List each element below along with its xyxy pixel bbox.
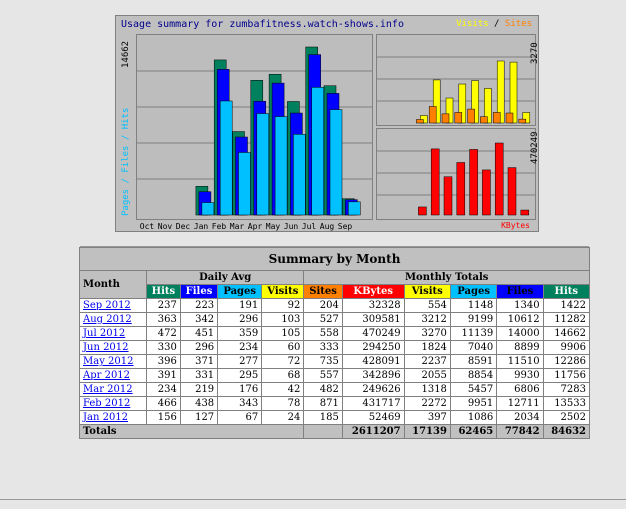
bar-sites-feb [429,106,436,123]
kbytes-plot [376,128,536,220]
cell-files: 10612 [497,313,543,327]
bar-pages-jul [312,87,324,215]
cell-kbytes: 428091 [342,355,404,369]
month-tick-apr: Apr [247,222,263,231]
kbytes-bars [377,129,535,219]
cell-sites: 735 [304,355,342,369]
month-cell [80,341,147,355]
cell-visits: 24 [262,411,304,425]
month-tick-oct: Oct [139,222,155,231]
col-header-hits: Hits [147,285,181,299]
bar-kbytes-feb [431,149,439,215]
legend-sites: Sites [504,19,532,29]
cell-pages: 8591 [450,355,496,369]
cell-hits: 7283 [543,383,589,397]
table-row [80,369,590,383]
month-tick-jun: Jun [283,222,299,231]
monthly-totals-header: Monthly Totals [304,271,590,285]
cell-files: 127 [180,411,217,425]
cell-hits: 12286 [543,355,589,369]
cell-hits: 472 [147,327,181,341]
bar-pages-sep [348,202,360,215]
cell-sites: 204 [304,299,342,313]
cell-files: 451 [180,327,217,341]
legend-visits: Visits [456,19,489,29]
right-top-max: 3270 [530,42,540,64]
cell-pages: 1148 [450,299,496,313]
summary-title: Summary by Month [80,248,590,271]
month-tick-jul: Jul [301,222,317,231]
cell-files: 14000 [497,327,543,341]
cell-sites: 558 [304,327,342,341]
cell-hits: 156 [147,411,181,425]
bar-sites-apr [455,112,462,123]
bar-sites-jun [480,117,487,123]
cell-kbytes: 249626 [342,383,404,397]
month-link[interactable]: Jan 2012 [83,412,129,423]
cell-kbytes: 32328 [342,299,404,313]
table-row [80,411,590,425]
bar-pages-feb [220,101,232,215]
daily-avg-header: Daily Avg [147,271,304,285]
totals-files: 77842 [497,425,543,439]
totals-sites-blank [304,425,342,439]
cell-visits: 397 [404,411,450,425]
bar-kbytes-mar [444,177,452,215]
cell-visits: 42 [262,383,304,397]
bar-pages-aug [330,110,342,215]
cell-pages: 296 [218,313,262,327]
cell-pages: 67 [218,411,262,425]
cell-hits: 13533 [543,397,589,411]
month-link[interactable]: Sep 2012 [83,300,131,311]
cell-pages: 11139 [450,327,496,341]
month-tick-aug: Aug [319,222,335,231]
col-header-sites: Sites [304,285,342,299]
cell-pages: 7040 [450,341,496,355]
bar-kbytes-jan [418,207,426,215]
cell-files: 9930 [497,369,543,383]
cell-hits: 11756 [543,369,589,383]
month-tick-dec: Dec [175,222,191,231]
cell-visits: 92 [262,299,304,313]
cell-visits: 78 [262,397,304,411]
cell-kbytes: 309581 [342,313,404,327]
month-link[interactable]: Aug 2012 [83,314,132,325]
cell-hits: 14662 [543,327,589,341]
totals-pages: 62465 [450,425,496,439]
totals-kbytes: 2611207 [342,425,404,439]
hits-files-pages-plot [136,34,373,220]
cell-visits: 3212 [404,313,450,327]
graph-legend-visits-sites: Visits / Sites [456,19,532,29]
cell-pages: 9951 [450,397,496,411]
cell-hits: 396 [147,355,181,369]
cell-files: 219 [180,383,217,397]
bar-kbytes-jun [482,170,490,215]
cell-files: 12711 [497,397,543,411]
table-row [80,313,590,327]
bar-pages-jun [293,134,305,215]
cell-visits: 72 [262,355,304,369]
cell-files: 371 [180,355,217,369]
bar-sites-jul [493,112,500,123]
cell-pages: 9199 [450,313,496,327]
month-link[interactable]: Mar 2012 [83,384,133,395]
table-row [80,341,590,355]
cell-visits: 1824 [404,341,450,355]
cell-visits: 60 [262,341,304,355]
right-bottom-max: 470249 [530,131,540,164]
totals-hits: 84632 [543,425,589,439]
cell-kbytes: 342896 [342,369,404,383]
cell-files: 1340 [497,299,543,313]
col-header-visits: Visits [404,285,450,299]
bar-sites-jan [416,119,423,123]
cell-files: 331 [180,369,217,383]
month-tick-feb: Feb [211,222,227,231]
cell-hits: 391 [147,369,181,383]
cell-pages: 277 [218,355,262,369]
cell-visits: 3270 [404,327,450,341]
month-tick-jan: Jan [193,222,209,231]
cell-hits: 237 [147,299,181,313]
totals-row [80,425,590,439]
month-header: Month [80,271,147,299]
cell-files: 8899 [497,341,543,355]
col-header-files: Files [180,285,217,299]
col-header-files: Files [497,285,543,299]
bar-kbytes-aug [508,168,516,215]
cell-files: 2034 [497,411,543,425]
month-cell [80,313,147,327]
cell-hits: 363 [147,313,181,327]
cell-visits: 554 [404,299,450,313]
month-tick-mar: Mar [229,222,245,231]
cell-sites: 557 [304,369,342,383]
cell-hits: 466 [147,397,181,411]
month-cell [80,369,147,383]
month-axis [138,222,354,231]
cell-hits: 11282 [543,313,589,327]
month-link[interactable]: Jul 2012 [83,328,126,339]
summary-table [79,247,590,439]
month-tick-sep: Sep [337,222,353,231]
bar-pages-mar [239,152,251,215]
month-link[interactable]: Jun 2012 [83,342,129,353]
bar-sites-aug [506,113,513,123]
visits-sites-plot [376,34,536,126]
month-link[interactable]: Apr 2012 [83,370,131,381]
bar-sites-may [468,109,475,123]
col-header-pages: Pages [450,285,496,299]
cell-hits: 234 [147,383,181,397]
cell-sites: 527 [304,313,342,327]
kbytes-label: KBytes [501,221,530,230]
bar-kbytes-sep [521,210,529,215]
left-axis-label: Pages / Files / Hits [121,107,131,216]
month-tick-may: May [265,222,281,231]
cell-visits: 68 [262,369,304,383]
month-cell [80,299,147,313]
cell-hits: 330 [147,341,181,355]
bar-kbytes-jul [495,143,503,215]
table-row [80,383,590,397]
cell-hits: 9906 [543,341,589,355]
cell-pages: 1086 [450,411,496,425]
left-axis-max: 14662 [121,40,131,68]
cell-files: 11510 [497,355,543,369]
cell-files: 296 [180,341,217,355]
cell-pages: 8854 [450,369,496,383]
cell-pages: 176 [218,383,262,397]
cell-files: 6806 [497,383,543,397]
hits-files-pages-bars [137,35,372,219]
month-link[interactable]: Feb 2012 [83,398,131,409]
bar-kbytes-may [470,149,478,215]
cell-files: 438 [180,397,217,411]
cell-pages: 359 [218,327,262,341]
cell-kbytes: 431717 [342,397,404,411]
month-cell [80,411,147,425]
bottom-divider [0,499,626,500]
cell-sites: 333 [304,341,342,355]
table-row [80,355,590,369]
bar-kbytes-apr [457,162,465,215]
cell-kbytes: 294250 [342,341,404,355]
col-header-visits: Visits [262,285,304,299]
visits-sites-bars [377,35,535,125]
month-cell [80,327,147,341]
cell-pages: 5457 [450,383,496,397]
cell-pages: 295 [218,369,262,383]
col-header-pages: Pages [218,285,262,299]
bar-pages-apr [257,114,269,215]
bar-pages-jan [202,203,214,215]
cell-pages: 234 [218,341,262,355]
cell-pages: 343 [218,397,262,411]
cell-visits: 1318 [404,383,450,397]
table-row [80,327,590,341]
totals-label: Totals [80,425,304,439]
cell-sites: 482 [304,383,342,397]
graph-title: Usage summary for zumbafitness.watch-shows.info [121,19,404,30]
cell-kbytes: 52469 [342,411,404,425]
cell-visits: 103 [262,313,304,327]
month-cell [80,397,147,411]
table-row [80,299,590,313]
cell-files: 342 [180,313,217,327]
bar-sites-sep [519,119,526,123]
cell-hits: 2502 [543,411,589,425]
month-cell [80,355,147,369]
month-link[interactable]: May 2012 [83,356,134,367]
cell-sites: 871 [304,397,342,411]
cell-visits: 105 [262,327,304,341]
cell-pages: 191 [218,299,262,313]
totals-visits: 17139 [404,425,450,439]
cell-files: 223 [180,299,217,313]
col-header-hits: Hits [543,285,589,299]
bar-pages-may [275,117,287,215]
cell-hits: 1422 [543,299,589,313]
usage-graph [115,15,539,232]
cell-visits: 2272 [404,397,450,411]
cell-visits: 2237 [404,355,450,369]
cell-kbytes: 470249 [342,327,404,341]
col-header-kbytes: KBytes [342,285,404,299]
bar-sites-mar [442,114,449,123]
month-tick-nov: Nov [157,222,173,231]
month-cell [80,383,147,397]
cell-visits: 2055 [404,369,450,383]
table-row [80,397,590,411]
cell-sites: 185 [304,411,342,425]
